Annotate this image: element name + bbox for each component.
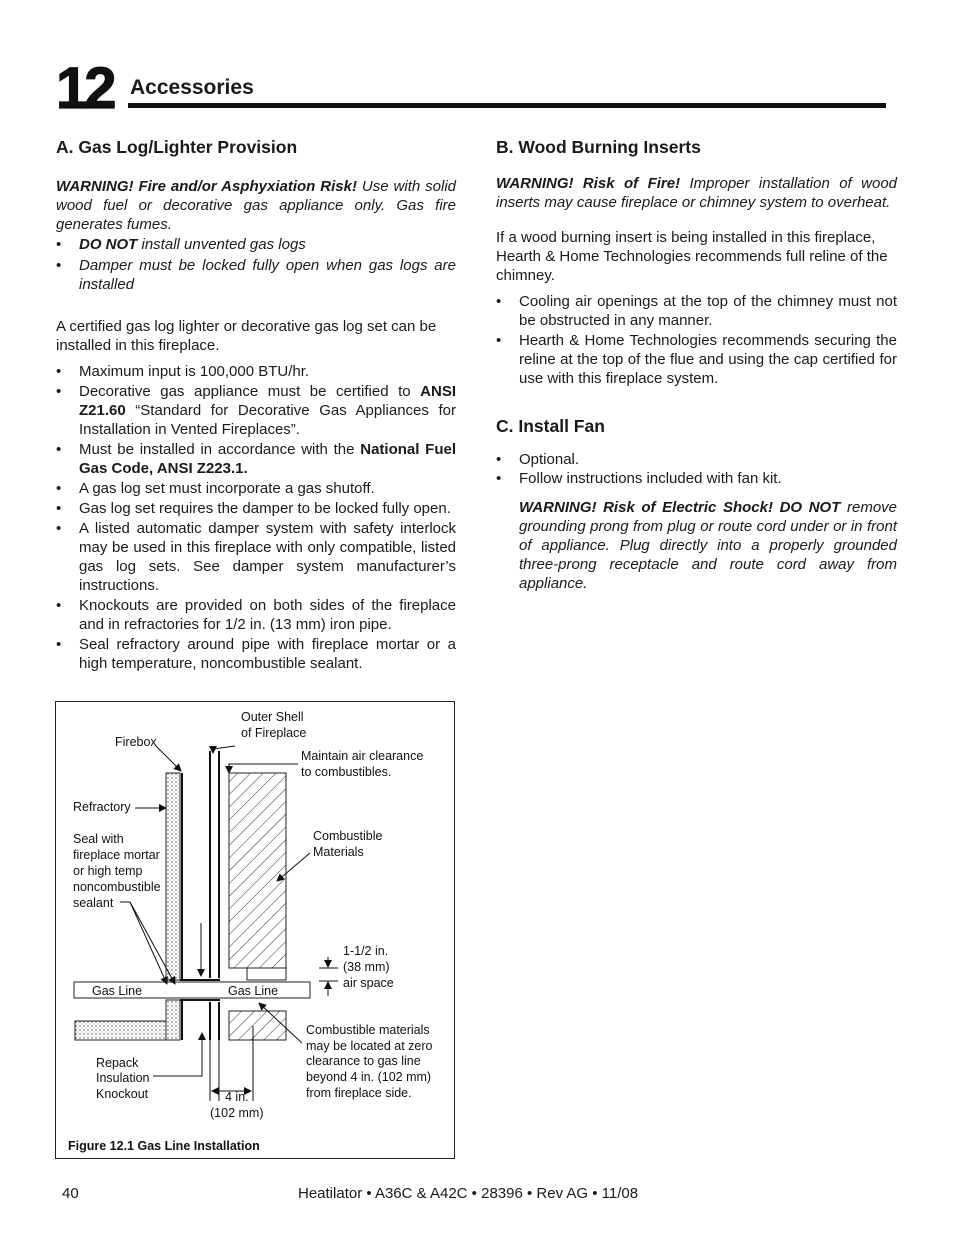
label-seal-4: noncombustible (72, 879, 161, 894)
list-item: • Decorative gas appliance must be certified to ANSI Z21.60 “Standard for Decorative Gas Appliances for Installation in Vented Fireplaces”. (56, 383, 456, 438)
list-item: • Maximum input is 100,000 BTU/hr. (56, 363, 310, 380)
label-seal-3: or high temp (72, 863, 142, 878)
section-b-bullets (496, 292, 897, 388)
section-a-heading: A. Gas Log/Lighter Provision (56, 137, 298, 157)
list-item: • Follow instructions included with fan kit. (496, 470, 782, 487)
label-repack-2: Insulation (95, 1070, 150, 1085)
list-item: • A gas log set must incorporate a gas shutoff. (56, 480, 375, 497)
label-airspace-2: (38 mm) (342, 959, 390, 974)
section-b-warning: WARNING! Risk of Fire! Improper installation of wood inserts may cause fireplace or chimney system to overheat. (496, 175, 897, 211)
refractory-lower (166, 1000, 180, 1040)
label-zero-2: may be located at zero (305, 1038, 432, 1053)
list-item: • Seal refractory around pipe with fireplace mortar or a high temperature, noncombustible sealant. (56, 636, 456, 672)
section-a (56, 136, 456, 673)
combustible-materials-lower (229, 1011, 286, 1040)
header-rule (128, 103, 886, 108)
label-clearance-2: to combustibles. (300, 764, 391, 779)
page-number: 40 (62, 1185, 79, 1202)
label-seal-1: Seal with (72, 831, 124, 846)
section-c-warning: WARNING! Risk of Electric Shock! DO NOT remove grounding prong from plug or route cord under or in front of appliance. Plug directly into a properly grounded three-prong receptacle and route cord away from appliance. (519, 499, 898, 592)
section-b-intro: If a wood burning insert is being installed in this fireplace, Hearth & Home Technologies recommends full reline of the chimney. (496, 229, 888, 284)
label-repack-3: Knockout (95, 1086, 148, 1101)
refractory-upper (166, 773, 180, 980)
chapter-title: Accessories (130, 76, 254, 99)
footer-text: Heatilator • A36C & A42C • 28396 • Rev AG • 11/08 (298, 1185, 639, 1202)
label-dim-2: (102 mm) (209, 1105, 263, 1120)
gas-line-diagram (55, 701, 455, 1159)
combustible-materials-upper (229, 773, 286, 968)
section-a-warning (56, 177, 456, 234)
label-zero-3: clearance to gas line (305, 1053, 421, 1068)
label-zero-5: from fireplace side. (305, 1085, 412, 1100)
label-combustible-1: Combustible (312, 828, 382, 843)
label-gas-line-right: Gas Line (227, 983, 278, 998)
label-combustible-2: Materials (312, 844, 364, 859)
label-zero-1: Combustible materials (305, 1022, 430, 1037)
label-firebox: Firebox (114, 734, 157, 749)
list-item: • Knockouts are provided on both sides of the fireplace and in refractories for 1/2 in. (13 mm) iron pipe. (56, 597, 456, 633)
section-a-intro: A certified gas log lighter or decorative gas log set can be installed in this fireplace. (56, 318, 437, 354)
label-dim-1: 4 in. (224, 1089, 249, 1104)
floor-insulation (75, 1021, 166, 1040)
label-refractory: Refractory (72, 799, 131, 814)
section-b (496, 136, 897, 593)
list-item: • Hearth & Home Technologies recommends securing the reline at the top of the flue and using the cap certified for use with this fireplace system. (496, 332, 897, 387)
section-c-heading: C. Install Fan (496, 416, 605, 436)
list-item: • Must be installed in accordance with the National Fuel Gas Code, ANSI Z223.1. (56, 441, 456, 477)
list-item: • Cooling air openings at the top of the chimney must not be obstructed in any manner. (496, 293, 897, 329)
label-gas-line-left: Gas Line (91, 983, 142, 998)
label-airspace-1: 1-1/2 in. (342, 943, 388, 958)
label-zero-4: beyond 4 in. (102 mm) (305, 1069, 431, 1084)
label-airspace-3: air space (342, 975, 394, 990)
label-repack-1: Repack (95, 1055, 138, 1070)
list-item: • Optional. (496, 451, 580, 468)
figure-gas-line-installation (55, 701, 455, 1159)
label-seal-5: sealant (72, 895, 113, 910)
section-a-warning-bold: WARNING! Fire and/or Asphyxiation Risk! (56, 178, 357, 195)
figure-caption: Figure 12.1 Gas Line Installation (67, 1138, 260, 1153)
label-seal-2: fireplace mortar (72, 847, 160, 862)
section-a-warning-text: Use with solid wood fuel or decorative gas appliance only. Gas fire generates fumes. (56, 178, 457, 233)
list-item: • Gas log set requires the damper to be locked fully open. (56, 500, 451, 517)
section-a-warning-list (56, 235, 456, 294)
label-clearance-1: Maintain air clearance (300, 748, 423, 763)
section-a-bullets (56, 362, 456, 673)
list-item: • Damper must be locked fully open when gas logs are installed (56, 257, 456, 293)
section-c-bullets (496, 450, 897, 488)
list-item: • A listed automatic damper system with safety interlock may be used in this fireplace with only compatible, listed gas log sets. See damper system manufacturer’s instructions. (56, 520, 456, 594)
label-outer-shell-1: Outer Shell (240, 709, 304, 724)
list-item: • DO NOT install unvented gas logs (56, 236, 306, 253)
chapter-number: 12 (56, 56, 113, 121)
section-b-heading: B. Wood Burning Inserts (496, 137, 701, 157)
label-outer-shell-2: of Fireplace (240, 725, 306, 740)
